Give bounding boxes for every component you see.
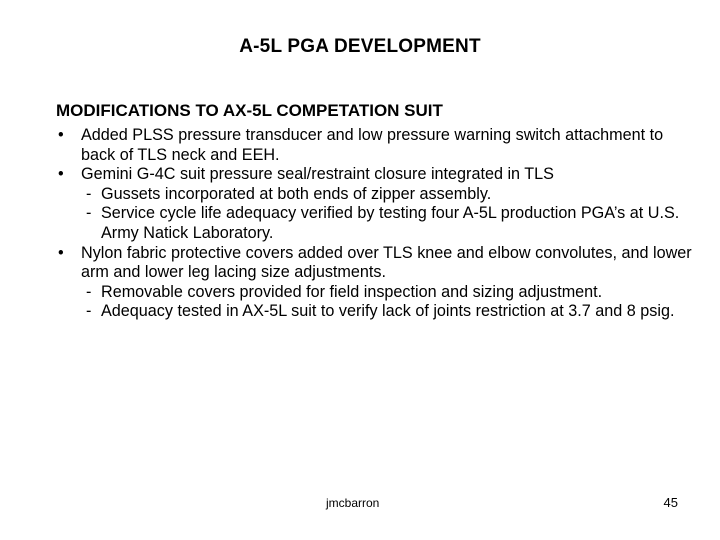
sub-item xyxy=(56,204,696,243)
bullet-item xyxy=(56,165,696,185)
sub-marker: - xyxy=(86,184,92,203)
bullet-item xyxy=(56,126,696,165)
slide-title: A-5L PGA DEVELOPMENT xyxy=(239,36,481,57)
bullet-marker: • xyxy=(58,243,64,262)
bullet-text: Nylon fabric protective covers added over TLS knee and elbow convolutes, and lower arm and lower leg lacing size adjustments. xyxy=(81,243,692,282)
sub-item xyxy=(56,185,696,205)
bullet-text: Gemini G-4C suit pressure seal/restraint closure integrated in TLS xyxy=(81,165,554,184)
bullet-marker: • xyxy=(58,165,64,184)
bullet-item xyxy=(56,244,696,283)
sub-text: Adequacy tested in AX-5L suit to verify lack of joints restriction at 3.7 and 8 psig. xyxy=(101,302,675,321)
sub-item xyxy=(56,283,696,303)
sub-text: Service cycle life adequacy verified by testing four A-5L production PGA’s at U.S. Army Natick Laboratory. xyxy=(101,204,680,242)
page-number: 45 xyxy=(663,495,678,510)
sub-marker: - xyxy=(86,302,92,321)
sub-item xyxy=(56,302,696,322)
sub-marker: - xyxy=(86,282,92,301)
sub-text: Gussets incorporated at both ends of zipper assembly. xyxy=(101,184,492,203)
section-heading: MODIFICATIONS TO AX-5L COMPETATION SUIT xyxy=(56,101,443,120)
bullet-marker: • xyxy=(58,126,64,144)
sub-text: Removable covers provided for field inspection and sizing adjustment. xyxy=(101,282,603,301)
sub-marker: - xyxy=(86,204,92,223)
footer-author: jmcbarron xyxy=(326,496,380,510)
bullet-list xyxy=(56,126,696,322)
bullet-text: Added PLSS pressure transducer and low pressure warning switch attachment to back of TLS neck and EEH. xyxy=(81,126,664,164)
